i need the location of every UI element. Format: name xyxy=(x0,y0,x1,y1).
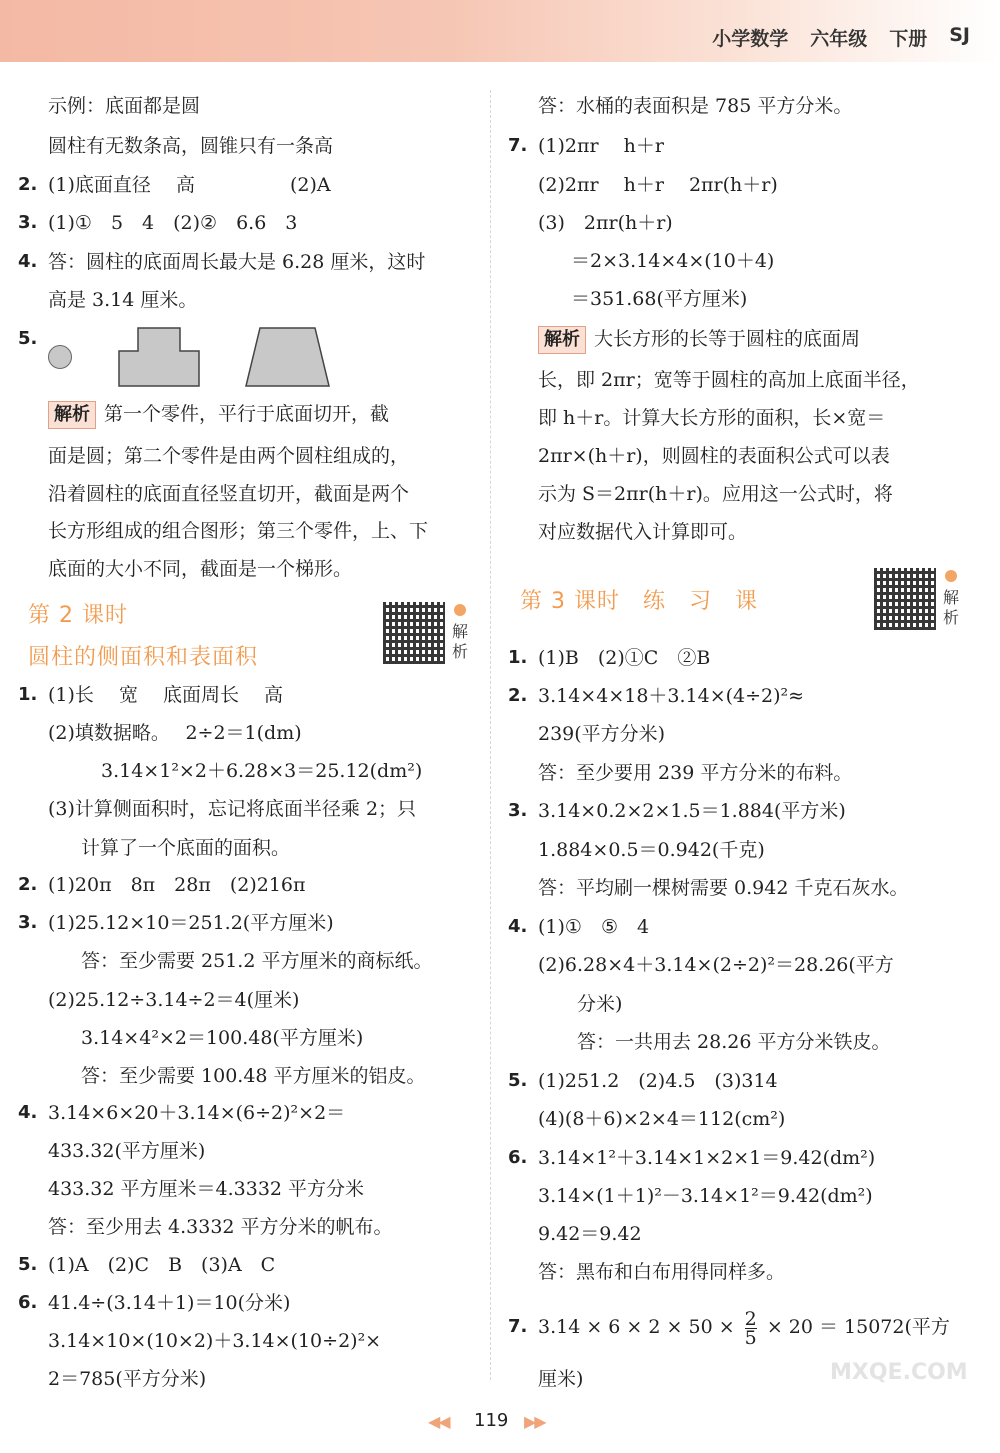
analysis-badge: 解析 xyxy=(538,326,586,354)
analysis1-line-2: 面是圆；第二个零件是由两个圆柱组成的， xyxy=(48,445,410,467)
l-q4-number: 4. xyxy=(18,1102,38,1123)
r-q4-line-2: (2)6.28×4＋3.14×(2÷2)²＝28.26(平方 xyxy=(538,954,894,976)
r-q4-line-1: (1)① ⑤ 4 xyxy=(538,916,650,938)
q3-text: (1)① 5 4 (2)② 6.6 3 xyxy=(48,212,298,234)
qr-label: 解析 xyxy=(942,588,959,627)
l-q3-number: 3. xyxy=(18,912,38,933)
r-q4-line-4: 答：一共用去 28.26 平方分米铁皮。 xyxy=(558,1031,891,1053)
l-q5-line-1: (1)A (2)C B (3)A C xyxy=(48,1254,276,1276)
analysis2-text-1: 大长方形的长等于圆柱的底面周 xyxy=(594,328,861,350)
circle-cross-section xyxy=(48,345,72,369)
q2-text: (1)底面直径 高 (2)A xyxy=(48,174,331,196)
l-q3-line-1: (1)25.12×10＝251.2(平方厘米) xyxy=(48,912,334,934)
r-q4-number: 4. xyxy=(508,916,528,937)
tag-subject: 小学数学 xyxy=(712,28,789,50)
l-q6-line-3: 2＝785(平方分米) xyxy=(48,1368,207,1390)
tag-grade: 六年级 xyxy=(810,28,868,50)
analysis1-line-5: 底面的大小不同，截面是一个梯形。 xyxy=(48,558,353,580)
section2-title: 圆柱的侧面积和表面积 xyxy=(28,645,259,670)
l-q1-number: 1. xyxy=(18,684,38,705)
r-q7-line-4: ＝2×3.14×4×(10＋4) xyxy=(552,250,775,272)
r-q7-line-2: (2)2πr h＋r 2πr(h＋r) xyxy=(538,174,778,196)
next-arrows-icon: ▶▶ xyxy=(524,1412,545,1431)
analysis2-line-1 xyxy=(538,326,860,354)
r-q1-number: 1. xyxy=(508,647,528,668)
fraction-numerator: 2 xyxy=(744,1307,757,1330)
l-q3-line-5: 答：至少需要 100.48 平方厘米的铝皮。 xyxy=(62,1065,426,1087)
r-q7-line-3: (3) 2πr(h＋r) xyxy=(538,212,673,234)
r-q7-line-1: (1)2πr h＋r xyxy=(538,135,664,157)
r-q3-line-1: 3.14×0.2×2×1.5＝1.884(平方米) xyxy=(538,800,846,822)
q3-number: 3. xyxy=(18,212,38,233)
r-q2-line-3: 答：至少要用 239 平方分米的布料。 xyxy=(538,762,853,784)
r-q7b-line-1 xyxy=(538,1305,950,1349)
r-q2-number: 2. xyxy=(508,685,528,706)
qr-code[interactable] xyxy=(874,568,936,630)
analysis2-line-6: 对应数据代入计算即可。 xyxy=(538,521,748,543)
q4-number: 4. xyxy=(18,251,38,272)
r-q6-number: 6. xyxy=(508,1147,528,1168)
r-top-answer: 答：水桶的表面积是 785 平方分米。 xyxy=(538,95,853,117)
r-q5-number: 5. xyxy=(508,1070,528,1091)
column-divider xyxy=(490,90,491,1380)
analysis1-line-3: 沿着圆柱的底面直径竖直切开，截面是两个 xyxy=(48,483,410,505)
intro-line-1: 示例：底面都是圆 xyxy=(48,95,201,117)
r-q7-number: 7. xyxy=(508,135,528,156)
l-q3-line-2: 答：至少需要 251.2 平方厘米的商标纸。 xyxy=(62,950,433,972)
fraction xyxy=(744,1307,757,1349)
l-q4-line-4: 答：至少用去 4.3332 平方分米的帆布。 xyxy=(48,1216,393,1238)
r-q5-line-2: (4)(8＋6)×2×4＝112(cm²) xyxy=(538,1108,786,1130)
r-q3-number: 3. xyxy=(508,800,528,821)
l-q2-number: 2. xyxy=(18,874,38,895)
l-q3-line-3: (2)25.12÷3.14÷2＝4(厘米) xyxy=(48,989,300,1011)
l-q5-number: 5. xyxy=(18,1254,38,1275)
l-q4-line-2: 433.32(平方厘米) xyxy=(48,1140,206,1162)
r-q7b-post: × 20 ＝ 15072(平方 xyxy=(766,1316,950,1338)
r-q2-line-1: 3.14×4×18＋3.14×(4÷2)²≈ xyxy=(538,685,805,707)
r-q3-line-2: 1.884×0.5＝0.942(千克) xyxy=(538,839,765,861)
tag-volume: 下册 xyxy=(889,28,928,50)
analysis-badge: 解析 xyxy=(48,401,96,429)
analysis2-line-3: 即 h＋r。计算大长方形的面积，长×宽＝ xyxy=(538,407,886,429)
tag-edition: SJ xyxy=(949,24,970,46)
r-q2-line-2: 239(平方分米) xyxy=(538,723,666,745)
l-q1-line-4: (3)计算侧面积时，忘记将底面半径乘 2；只 xyxy=(48,798,417,820)
analysis1-line-1 xyxy=(48,401,389,429)
play-icon xyxy=(454,604,466,616)
l-q1-line-2: (2)填数据略。 2÷2＝1(dm) xyxy=(48,722,302,744)
qr-code[interactable] xyxy=(383,602,445,664)
page-number: 119 xyxy=(474,1410,509,1431)
page-footer xyxy=(0,1408,1000,1438)
r-q6-line-3: 9.42＝9.42 xyxy=(538,1223,642,1245)
r-q7b-pre: 3.14 × 6 × 2 × 50 × xyxy=(538,1316,735,1338)
q2-number: 2. xyxy=(18,174,38,195)
r-q6-line-4: 答：黑布和白布用得同样多。 xyxy=(538,1261,786,1283)
r-q7b-line-2: 厘米) xyxy=(538,1368,584,1390)
prev-arrows-icon: ◀◀ xyxy=(428,1412,449,1431)
l-q6-line-2: 3.14×10×(10×2)＋3.14×(10÷2)²× xyxy=(48,1330,382,1352)
r-q6-line-2: 3.14×(1＋1)²－3.14×1²＝9.42(dm²) xyxy=(538,1185,873,1207)
section3-title: 第 3 课时 练 习 课 xyxy=(520,589,758,614)
l-q1-line-5: 计算了一个底面的面积。 xyxy=(62,837,291,859)
analysis2-line-5: 示为 S＝2πr(h＋r)。应用这一公式时，将 xyxy=(538,483,893,505)
intro-line-2: 圆柱有无数条高，圆锥只有一条高 xyxy=(48,135,334,157)
watermark: MXQE.COM xyxy=(830,1360,968,1385)
fraction-denominator: 5 xyxy=(744,1326,757,1349)
l-q2-line-1: (1)20π 8π 28π (2)216π xyxy=(48,874,306,896)
r-q5-line-1: (1)251.2 (2)4.5 (3)314 xyxy=(538,1070,778,1092)
r-q3-line-3: 答：平均刷一棵树需要 0.942 千克石灰水。 xyxy=(538,877,909,899)
l-q3-line-4: 3.14×4²×2＝100.48(平方厘米) xyxy=(62,1027,364,1049)
q4-line-2: 高是 3.14 厘米。 xyxy=(48,289,198,311)
analysis2-line-4: 2πr×(h＋r)，则圆柱的表面积公式可以表 xyxy=(538,445,890,467)
r-q1-line-1: (1)B (2)①C ②B xyxy=(538,647,711,669)
q4-line-1: 答：圆柱的底面周长最大是 6.28 厘米，这时 xyxy=(48,251,426,273)
trapezoid-cross-section xyxy=(245,327,330,387)
r-q7b-number: 7. xyxy=(508,1316,528,1337)
l-q4-line-3: 433.32 平方厘米＝4.3332 平方分米 xyxy=(48,1178,365,1200)
header-tags xyxy=(712,24,970,51)
analysis1-text-1: 第一个零件，平行于底面切开，截 xyxy=(104,403,390,425)
l-q6-line-1: 41.4÷(3.14＋1)＝10(分米) xyxy=(48,1292,291,1314)
composite-cross-section xyxy=(118,327,200,387)
qr-label: 解析 xyxy=(451,622,468,661)
r-q6-line-1: 3.14×1²＋3.14×1×2×1＝9.42(dm²) xyxy=(538,1147,876,1169)
l-q1-line-1: (1)长 宽 底面周长 高 xyxy=(48,684,284,706)
l-q4-line-1: 3.14×6×20＋3.14×(6÷2)²×2＝ xyxy=(48,1102,346,1124)
l-q6-number: 6. xyxy=(18,1292,38,1313)
q5-number: 5. xyxy=(18,328,38,349)
r-q4-line-3: 分米) xyxy=(558,993,623,1015)
l-q1-line-3: 3.14×1²×2＋6.28×3＝25.12(dm²) xyxy=(82,760,423,782)
play-icon xyxy=(945,570,957,582)
analysis1-line-4: 长方形组成的组合图形；第三个零件，上、下 xyxy=(48,520,429,542)
r-q7-line-5: ＝351.68(平方厘米) xyxy=(552,288,748,310)
analysis2-line-2: 长，即 2πr；宽等于圆柱的高加上底面半径， xyxy=(538,369,920,391)
section2-lesson: 第 2 课时 xyxy=(28,603,128,628)
